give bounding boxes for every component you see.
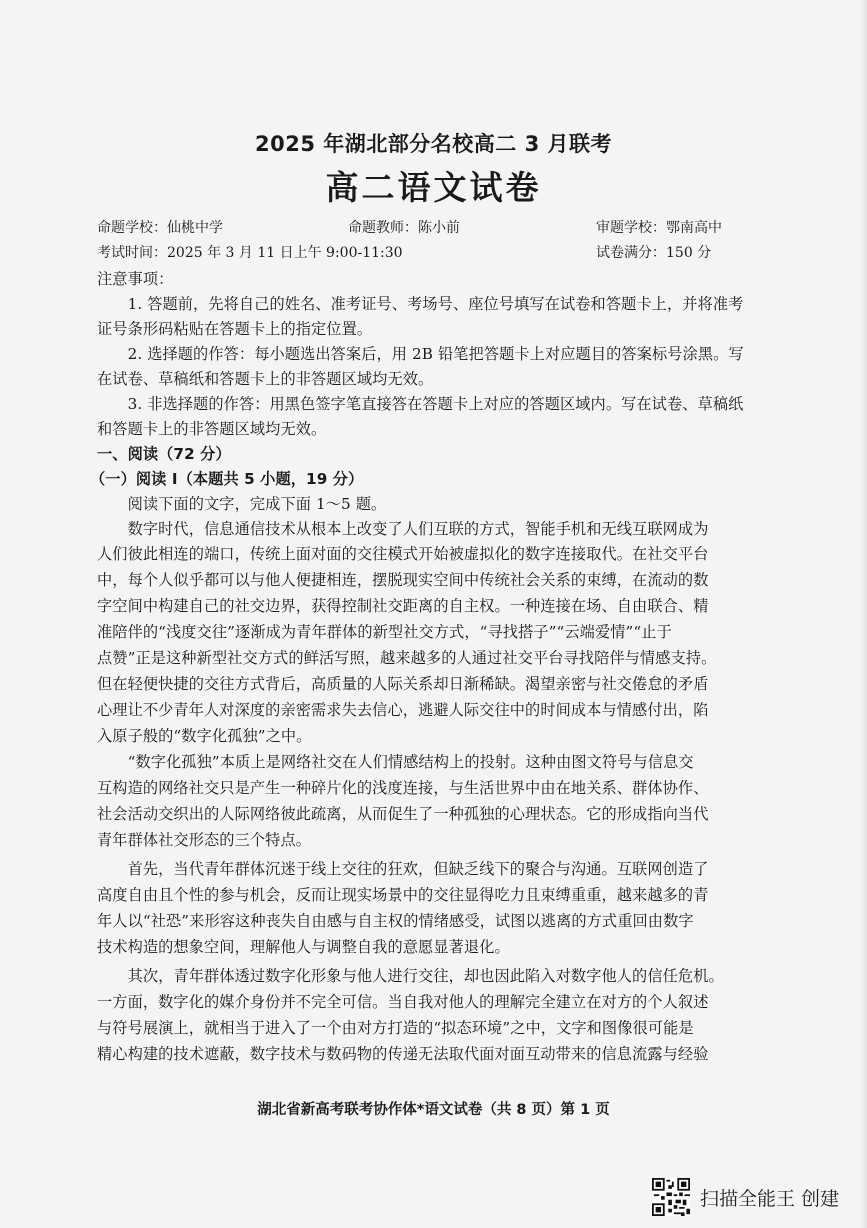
text-line: 首先，当代青年群体沉迷于线上交往的狂欢，但缺乏线下的聚合与沟通。互联网创造了: [97, 860, 709, 878]
meta-teacher: 命题教师：陈小前: [348, 220, 460, 236]
text-line: 但在轻便快捷的交往方式背后，高质量的人际关系却日渐稀缺。渴望亲密与社交倦怠的矛盾: [97, 675, 709, 693]
page-footer: 湖北省新高考联考协作体*语文试卷（共 8 页）第 1 页: [257, 1102, 610, 1118]
section-heading: 一、阅读（72 分）: [97, 445, 231, 463]
text-line: 1. 答题前，先将自己的姓名、准考证号、考场号、座位号填写在试卷和答题卡上，并将准考: [97, 295, 744, 313]
subsection-heading: （一）阅读 I（本题共 5 小题，19 分）: [90, 470, 364, 488]
text-line: 点赞”正是这种新型社交方式的鲜活写照，越来越多的人通过社交平台寻找陪伴与情感支持。: [97, 649, 717, 667]
text-line: 在试卷、草稿纸和答题卡上的非答题区域均无效。: [97, 370, 434, 388]
page-edge-shadow: [861, 0, 867, 1228]
text-line: 和答题卡上的非答题区域均无效。: [97, 420, 327, 438]
text-line: 准陪伴的“浅度交往”逐渐成为青年群体的新型社交方式，“寻找搭子”“云端爱情”“止于: [97, 623, 672, 641]
text-line: 字空间中构建自己的社交边界，获得控制社交距离的自主权。一种连接在场、自由联合、精: [97, 597, 709, 615]
text-line: “数字化孤独”本质上是网络社交在人们情感结构上的投射。这种由图文符号与信息交: [97, 753, 694, 771]
text-line: 2. 选择题的作答：每小题选出答案后，用 2B 铅笔把答题卡上对应题目的答案标号涂黑。写: [97, 345, 744, 363]
text-line: 数字时代，信息通信技术从根本上改变了人们互联的方式，智能手机和无线互联网成为: [97, 520, 709, 538]
text-line: 精心构建的技术遮蔽，数字技术与数码物的传递无法取代面对面互动带来的信息流露与经验: [97, 1045, 709, 1063]
exam-subtitle: 高二语文试卷: [325, 168, 542, 207]
text-line: 青年群体社交形态的三个特点。: [97, 831, 312, 849]
text-line: 证号条形码粘贴在答题卡上的指定位置。: [97, 320, 373, 338]
exam-title: 2025 年湖北部分名校高二 3 月联考: [255, 132, 612, 156]
text-line: 中，每个人似乎都可以与他人便捷相连，摆脱现实空间中传统社会关系的束缚，在流动的数: [97, 571, 709, 589]
notice-heading: 注意事项：: [97, 270, 174, 288]
text-line: 社会活动交织出的人际网络彼此疏离，从而促生了一种孤独的心理状态。它的形成指向当代: [97, 805, 709, 823]
text-line: 3. 非选择题的作答：用黑色签字笔直接答在答题卡上对应的答题区域内。写在试卷、草稿纸: [97, 395, 744, 413]
text-line: 入原子般的“数字化孤独”之中。: [97, 727, 312, 745]
qr-code-icon: [652, 1178, 690, 1216]
text-line: 人们彼此相连的端口，传统上面对面的交往模式开始被虚拟化的数字连接取代。在社交平台: [97, 545, 709, 563]
text-line: 与符号展演上，就相当于进入了一个由对方打造的“拟态环境”之中，文字和图像很可能是: [97, 1019, 694, 1037]
meta-reviewer: 审题学校：鄂南高中: [596, 220, 722, 236]
meta-score: 试卷满分：150 分: [596, 245, 712, 261]
text-line: 互构造的网络社交只是产生一种碎片化的浅度连接，与生活世界中由在地关系、群体协作、: [97, 779, 709, 797]
meta-school: 命题学校：仙桃中学: [97, 220, 223, 236]
text-line: 心理让不少青年人对深度的亲密需求失去信心，逃避人际交往中的时间成本与情感付出，陷: [97, 701, 709, 719]
text-line: 高度自由且个性的参与机会，反而让现实场景中的交往显得吃力且束缚重重，越来越多的青: [97, 886, 709, 904]
text-line: 一方面，数字化的媒介身份并不完全可信。当自我对他人的理解完全建立在对方的个人叙述: [97, 993, 709, 1011]
watermark-text: 扫描全能王 创建: [700, 1187, 840, 1210]
text-line: 年人以“社恐”来形容这种丧失自由感与自主权的情绪感受，试图以逃离的方式重回由数字: [97, 912, 694, 930]
meta-time: 考试时间：2025 年 3 月 11 日上午 9:00-11:30: [97, 245, 403, 261]
text-line: 其次，青年群体透过数字化形象与他人进行交往，却也因此陷入对数字他人的信任危机。: [97, 967, 724, 985]
text-line: 阅读下面的文字，完成下面 1～5 题。: [97, 495, 387, 513]
text-line: 技术构造的想象空间，理解他人与调整自我的意愿显著退化。: [97, 938, 510, 956]
scanner-watermark: [652, 1178, 839, 1216]
